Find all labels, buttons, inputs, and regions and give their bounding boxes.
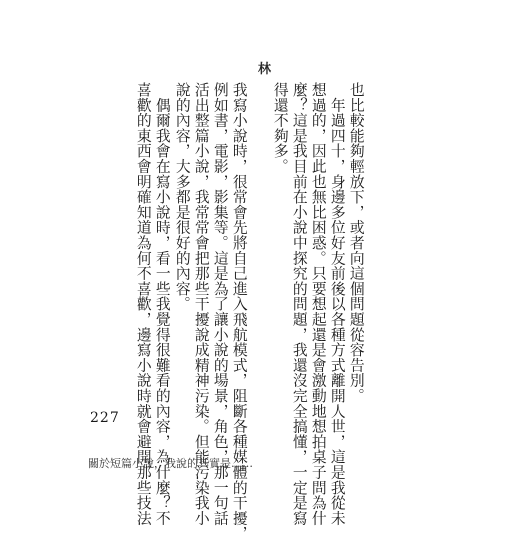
text-column: 得還不夠多。: [271, 82, 289, 174]
text-column: 麼？這是我目前在小說中探究的問題，我還沒完全搞懂，一定是寫: [290, 82, 308, 526]
text-column: 例如書，電影，影集等。這是為了讓小說的場景，角色，那一句話: [211, 82, 229, 526]
text-column: 活出整篇小說，我常常會把那些干擾說成精神污染。但能污染我小: [192, 82, 210, 526]
running-footer: 關於短篇小說，我說的其實是……: [88, 457, 253, 470]
page-number: 227: [90, 410, 120, 426]
text-column: 說的內容，大多都是很好的內容。: [173, 82, 191, 312]
text-column: 也比較能夠輕放下，或者向這個問題從容告別。: [347, 82, 365, 404]
text-column: 偶爾我會在寫小說時，看一些我覺得很難看的內容，為什麼？不: [153, 82, 171, 526]
text-column: 想過的，因此也無比困惑。只要想起還是會激動地想拍桌子問為什: [309, 82, 327, 526]
text-column: 我寫小說時，很常會先將自己進入飛航模式，阻斷各種媒體的干擾，: [230, 82, 248, 541]
text-column: 年過四十，身邊多位好友前後以各種方式離開人世，這是我從未: [328, 82, 346, 526]
section-mark: 林: [258, 62, 272, 77]
text-column: 喜歡的東西會明確知道為何不喜歡，邊寫小說時就會避開那些技法: [134, 82, 152, 526]
